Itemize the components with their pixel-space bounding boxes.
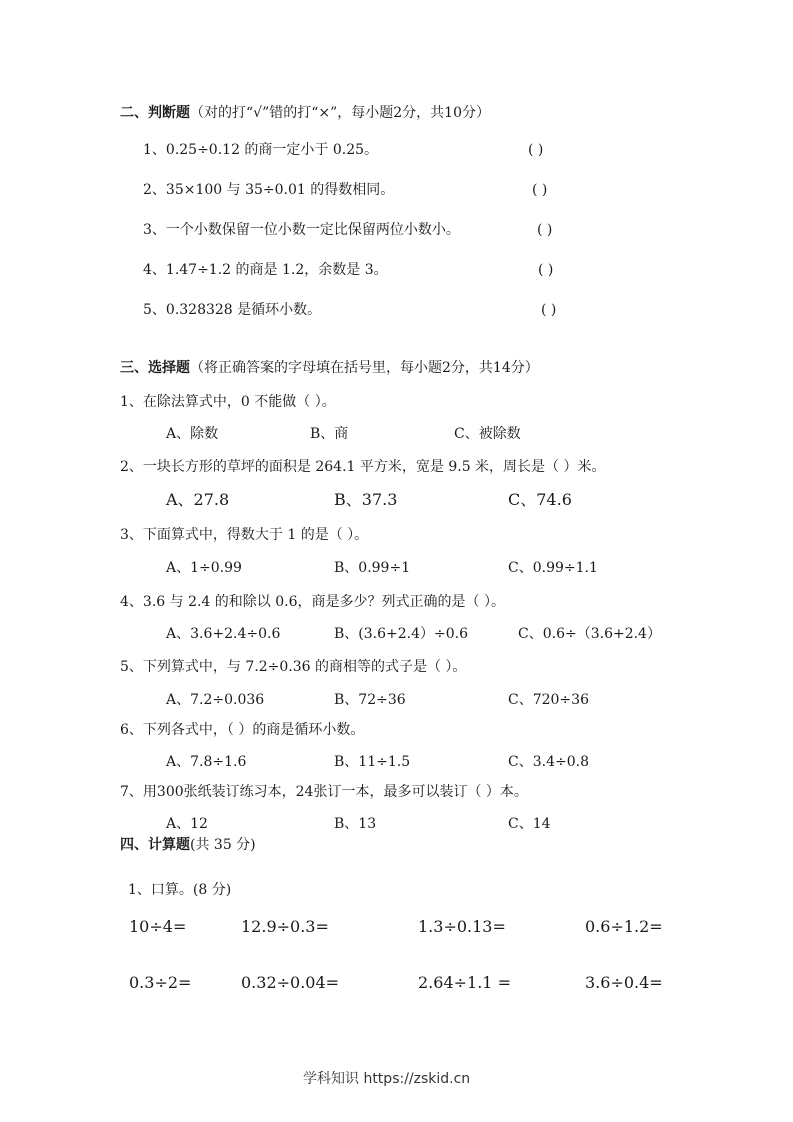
choice-4-option-c[interactable]: C、0.6÷（3.6+2.4） <box>518 626 661 642</box>
choice-1-option-b[interactable]: B、商 <box>310 426 349 442</box>
choice-3-option-b[interactable]: B、0.99÷1 <box>334 560 411 576</box>
calc-row1-item1: 10÷4= <box>129 917 187 936</box>
choice-5-option-a[interactable]: A、7.2÷0.036 <box>166 692 265 708</box>
choice-question-4: 4、3.6 与 2.4 的和除以 0.6，商是多少？列式正确的是（ ）。 <box>120 594 505 610</box>
section4-note: (共 35 分) <box>190 837 256 853</box>
calc-row1-item4: 0.6÷1.2= <box>585 917 663 936</box>
choice-5-option-b[interactable]: B、72÷36 <box>334 692 406 708</box>
choice-question-7: 7、用300张纸装订练习本，24张订一本，最多可以装订（ ）本。 <box>120 784 528 800</box>
choice-4-option-b[interactable]: B、(3.6+2.4）÷0.6 <box>334 626 469 642</box>
section4-title: 计算题 <box>148 837 190 853</box>
section2-note: （对的打“√”错的打“×”，每小题2分，共10分） <box>190 105 491 121</box>
judge-blank-5[interactable]: ( ) <box>541 302 557 318</box>
choice-1-option-a[interactable]: A、除数 <box>166 426 219 442</box>
section3-note: （将正确答案的字母填在括号里，每小题2分，共14分） <box>190 360 539 376</box>
judge-item-2: 2、35×100 与 35÷0.01 的得数相同。 <box>143 182 395 198</box>
choice-3-option-a[interactable]: A、1÷0.99 <box>166 560 242 576</box>
calc-row2-item3: 2.64÷1.1 = <box>418 973 511 992</box>
choice-2-option-c[interactable]: C、74.6 <box>508 490 572 509</box>
choice-2-option-a[interactable]: A、27.8 <box>166 490 230 509</box>
choice-question-6: 6、下列各式中，（ ）的商是循环小数。 <box>120 722 365 738</box>
calc-row1-item3: 1.3÷0.13= <box>418 917 506 936</box>
choice-question-3: 3、下面算式中，得数大于 1 的是（ ）。 <box>120 527 369 543</box>
choice-7-option-b[interactable]: B、13 <box>334 816 377 832</box>
section2-number: 二、 <box>120 105 148 121</box>
choice-3-option-c[interactable]: C、0.99÷1.1 <box>508 560 598 576</box>
footer-source: 学科知识 https://zskid.cn <box>303 1071 471 1087</box>
section3-title: 选择题 <box>148 360 190 376</box>
section2-heading <box>120 106 490 120</box>
choice-7-option-a[interactable]: A、12 <box>166 816 208 832</box>
calc-row2-item4: 3.6÷0.4= <box>585 973 663 992</box>
choice-question-5: 5、下列算式中，与 7.2÷0.36 的商相等的式子是（ ）。 <box>120 659 467 675</box>
choice-4-option-a[interactable]: A、3.6+2.4÷0.6 <box>166 626 281 642</box>
choice-7-option-c[interactable]: C、14 <box>508 816 551 832</box>
section4-heading <box>120 838 256 852</box>
choice-2-option-b[interactable]: B、37.3 <box>334 490 398 509</box>
calc-row1-item2: 12.9÷0.3= <box>241 917 329 936</box>
section2-title: 判断题 <box>148 105 190 121</box>
judge-item-5: 5、0.328328 是循环小数。 <box>143 302 322 318</box>
section3-number: 三、 <box>120 360 148 376</box>
section3-heading <box>120 361 539 375</box>
judge-blank-1[interactable]: ( ) <box>528 142 544 158</box>
choice-6-option-c[interactable]: C、3.4÷0.8 <box>508 754 589 770</box>
choice-question-1: 1、在除法算式中，0 不能做（ ）。 <box>120 394 336 410</box>
judge-blank-4[interactable]: ( ) <box>538 262 554 278</box>
judge-blank-3[interactable]: ( ) <box>537 222 553 238</box>
judge-item-4: 4、1.47÷1.2 的商是 1.2，余数是 3。 <box>143 262 388 278</box>
section4-number: 四、 <box>120 837 148 853</box>
choice-6-option-b[interactable]: B、11÷1.5 <box>334 754 411 770</box>
calc-row2-item2: 0.32÷0.04= <box>241 973 340 992</box>
judge-blank-2[interactable]: ( ) <box>532 182 548 198</box>
judge-item-1: 1、0.25÷0.12 的商一定小于 0.25。 <box>143 142 379 158</box>
calc-subheading-oral: 1、口算。(8 分) <box>128 882 232 898</box>
choice-1-option-c[interactable]: C、被除数 <box>454 426 521 442</box>
choice-question-2: 2、一块长方形的草坪的面积是 264.1 平方米，宽是 9.5 米，周长是（ ）米。 <box>120 459 606 475</box>
calc-row2-item1: 0.3÷2= <box>129 973 192 992</box>
judge-item-3: 3、一个小数保留一位小数一定比保留两位小数小。 <box>143 222 460 238</box>
choice-6-option-a[interactable]: A、7.8÷1.6 <box>166 754 247 770</box>
choice-5-option-c[interactable]: C、720÷36 <box>508 692 589 708</box>
